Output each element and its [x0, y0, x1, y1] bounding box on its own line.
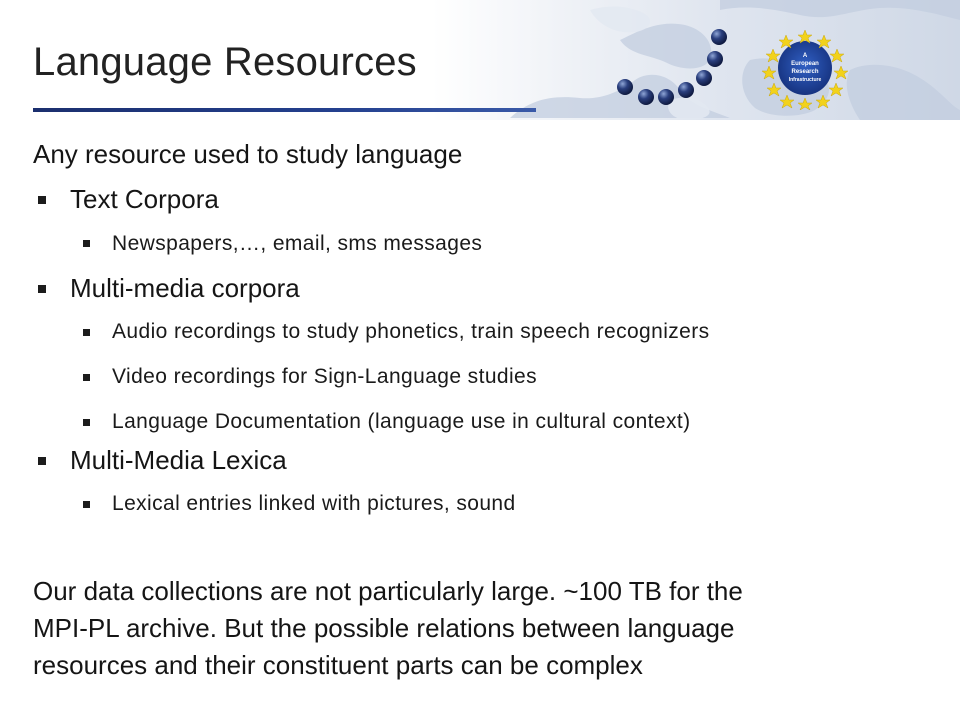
square-bullet-icon [38, 196, 46, 204]
logo-line-2: European [791, 61, 819, 67]
paragraph-line-1: Our data collections are not particularly large. ~100 TB for the [33, 576, 743, 606]
logo-line-1: A [802, 53, 808, 59]
intro-line: Any resource used to study language [33, 139, 463, 169]
square-bullet-icon [83, 374, 90, 381]
paragraph-line-3: resources and their constituent parts can be complex [33, 650, 643, 680]
logo-line-4: Infrastructure [788, 77, 822, 83]
sub-bullet-audio: Audio recordings to study phonetics, train speech recognizers [112, 320, 710, 343]
paragraph-line-2: MPI-PL archive. But the possible relations between language [33, 613, 735, 643]
bullet-text-corpora: Text Corpora [70, 184, 219, 214]
logo-line-3: Research [791, 69, 819, 75]
slide-title: Language Resources [33, 40, 417, 84]
square-bullet-icon [83, 419, 90, 426]
square-bullet-icon [83, 501, 90, 508]
sub-bullet-newspapers: Newspapers,…, email, sms messages [112, 232, 483, 255]
square-bullet-icon [83, 240, 90, 247]
square-bullet-icon [83, 329, 90, 336]
bullet-multimedia-lexica: Multi-Media Lexica [70, 445, 287, 475]
square-bullet-icon [38, 285, 46, 293]
square-bullet-icon [38, 457, 46, 465]
closing-paragraph [33, 573, 933, 684]
sub-bullet-lexical-entries: Lexical entries linked with pictures, sound [112, 492, 516, 515]
sub-bullet-video: Video recordings for Sign-Language studies [112, 365, 538, 388]
bullet-multimedia-corpora: Multi-media corpora [70, 273, 300, 303]
sub-bullet-documentation: Language Documentation (language use in cultural context) [112, 410, 691, 433]
